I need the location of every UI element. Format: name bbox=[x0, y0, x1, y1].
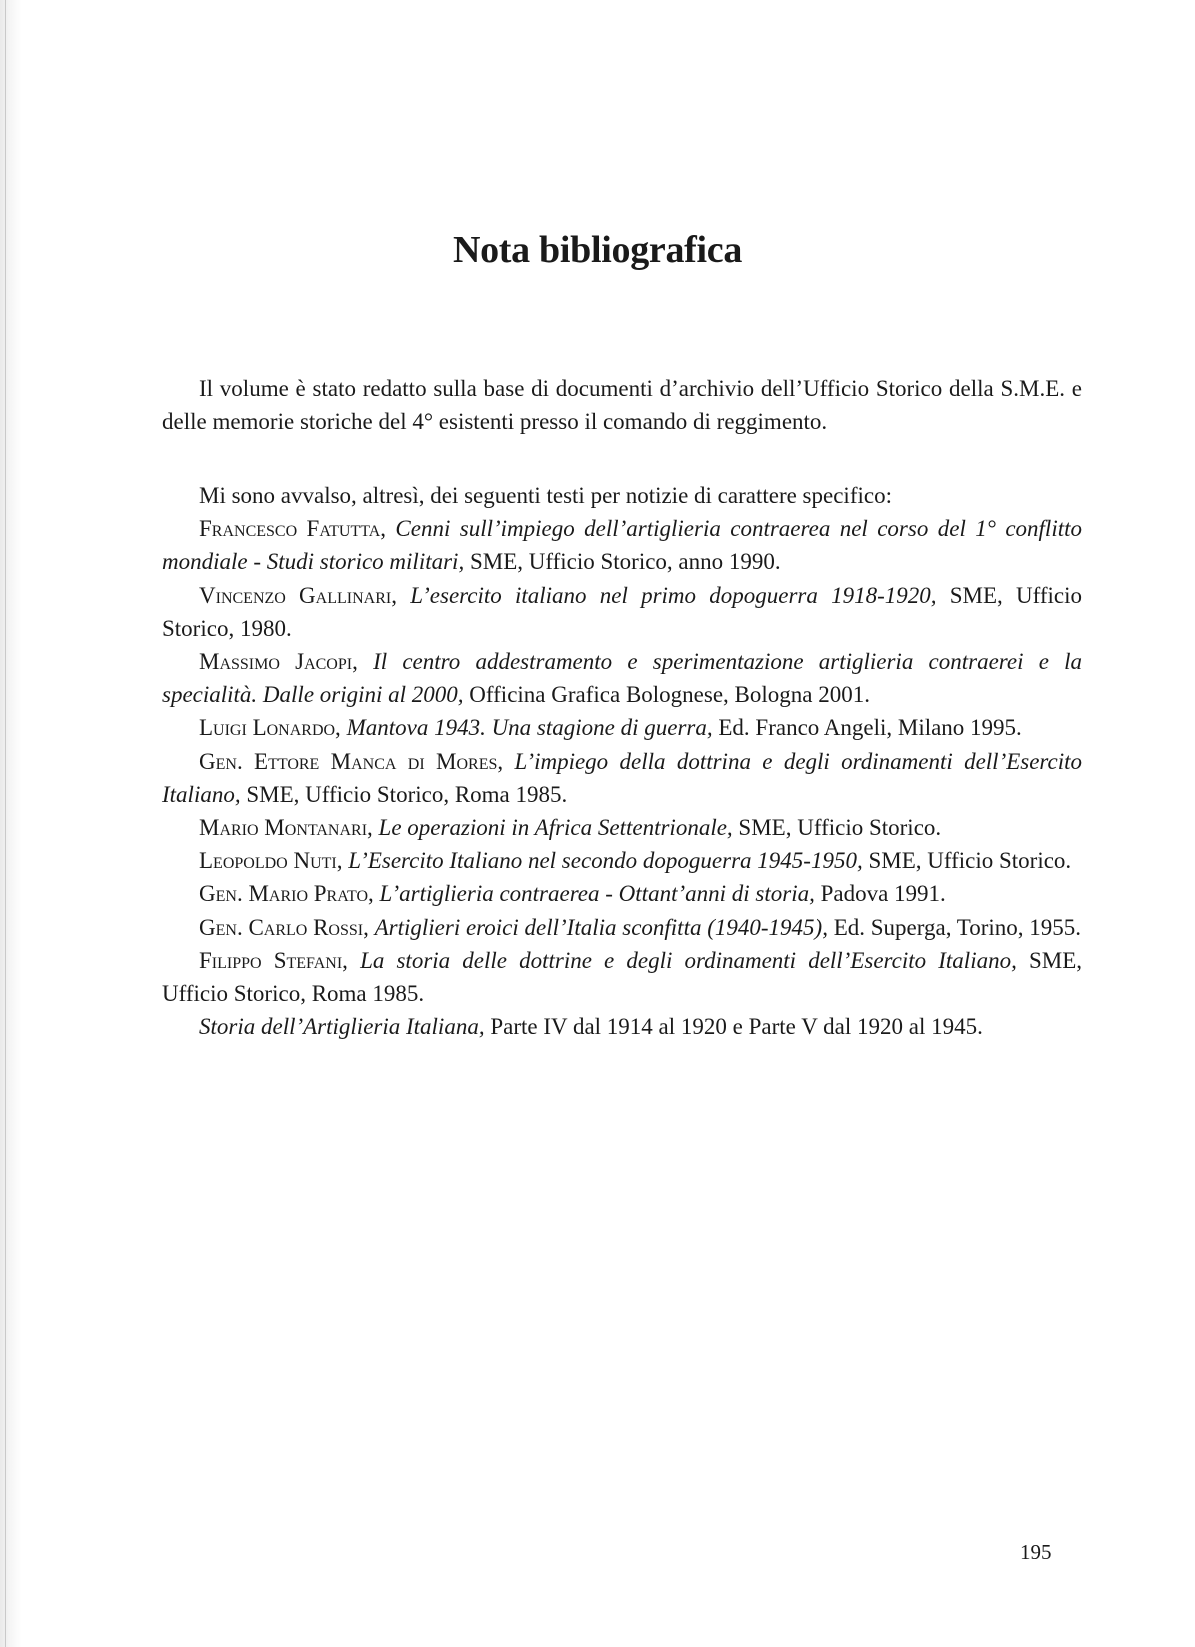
entry-author: Leopoldo Nuti, bbox=[199, 848, 343, 874]
entry-title: Artiglieri eroici dell’Italia sconfitta (1940-1945), bbox=[374, 914, 828, 940]
entry-title: L’Esercito Italiano nel secondo dopoguerra 1945-1950, bbox=[348, 848, 863, 874]
entry-author: Mario Montanari, bbox=[199, 815, 373, 841]
bibliography-entry bbox=[162, 645, 1082, 711]
entry-author: Vincenzo Gallinari, bbox=[199, 582, 397, 608]
entry-title: L’artiglieria contraerea - Ottant’anni di storia, bbox=[379, 881, 815, 907]
entry-title: L’esercito italiano nel primo dopoguerra 1918-1920, bbox=[410, 582, 937, 608]
bibliography-entry bbox=[162, 512, 1082, 578]
entry-title: L’impiego della dottrina e degli ordinamenti dell’Esercito Italiano, bbox=[162, 748, 1083, 807]
entry-title: Mantova 1943. Una stagione di guerra, bbox=[346, 715, 713, 741]
entry-publication: SME, Ufficio Storico. bbox=[868, 848, 1072, 874]
bibliography-entry bbox=[162, 911, 1082, 944]
entry-author: Massimo Jacopi, bbox=[199, 649, 358, 675]
bibliography-entry bbox=[162, 711, 1082, 744]
bibliography-entry bbox=[162, 844, 1082, 877]
entry-publication: Ed. Superga, Torino, 1955. bbox=[833, 914, 1082, 940]
entry-publication: Padova 1991. bbox=[820, 881, 946, 907]
entry-publication: Officina Grafica Bolognese, Bologna 2001. bbox=[469, 682, 870, 708]
bibliography-entry bbox=[162, 745, 1082, 811]
entry-publication: SME, Ufficio Storico, anno 1990. bbox=[469, 549, 781, 575]
entry-title: La storia delle dottrine e degli ordinamenti dell’Esercito Italiano, bbox=[360, 947, 1017, 973]
entry-author: Gen. Ettore Manca di Mores, bbox=[199, 748, 504, 774]
entry-author: Filippo Stefani, bbox=[199, 947, 348, 973]
entry-author: Gen. Mario Prato, bbox=[199, 881, 374, 907]
entry-author: Gen. Carlo Rossi, bbox=[199, 914, 369, 940]
page-title: Nota bibliografica bbox=[452, 229, 743, 271]
bibliography-entry bbox=[162, 877, 1082, 910]
entry-title: Storia dell’Artiglieria Italiana, bbox=[199, 1014, 485, 1040]
entry-publication: SME, Ufficio Storico, 1980. bbox=[162, 582, 1083, 641]
entry-publication: SME, Ufficio Storico. bbox=[738, 815, 942, 841]
entry-publication: Parte IV dal 1914 al 1920 e Parte V dal 1920 al 1945. bbox=[490, 1014, 983, 1040]
page-number: 195 bbox=[1020, 1540, 1052, 1564]
entry-title: Cenni sull’impiego dell’artiglieria contraerea nel corso del 1° conflitto mondiale - Studi storico militari, bbox=[162, 516, 1082, 575]
bibliography-entry bbox=[162, 944, 1082, 1010]
entry-publication: Ed. Franco Angeli, Milano 1995. bbox=[718, 715, 1022, 741]
bibliography-entry bbox=[162, 811, 1082, 844]
entry-title: Le operazioni in Africa Settentrionale, bbox=[378, 815, 733, 841]
entry-author: Luigi Lonardo, bbox=[199, 715, 341, 741]
entry-publication: SME, Ufficio Storico, Roma 1985. bbox=[162, 947, 1083, 1007]
entry-author: Francesco Fatutta, bbox=[199, 516, 387, 542]
entry-title: Il centro addestramento e sperimentazione artiglieria contraerei e la specialità. Dalle origini al 2000, bbox=[162, 649, 1083, 708]
bibliography-section bbox=[162, 479, 1082, 1043]
intro-paragraph: Il volume è stato redatto sulla base di documenti d’archivio dell’Ufficio Storico della S.M.E. e delle memorie storiche del 4° esistenti presso il comando di reggimento. bbox=[162, 376, 1082, 435]
intro-section bbox=[162, 372, 1082, 438]
bibliography-entry bbox=[162, 579, 1082, 645]
bibliography-entry bbox=[162, 1010, 1082, 1043]
bibliography-lead: Mi sono avvalso, altresì, dei seguenti testi per notizie di carattere specifico: bbox=[199, 483, 892, 508]
entry-publication: SME, Ufficio Storico, Roma 1985. bbox=[246, 781, 568, 807]
